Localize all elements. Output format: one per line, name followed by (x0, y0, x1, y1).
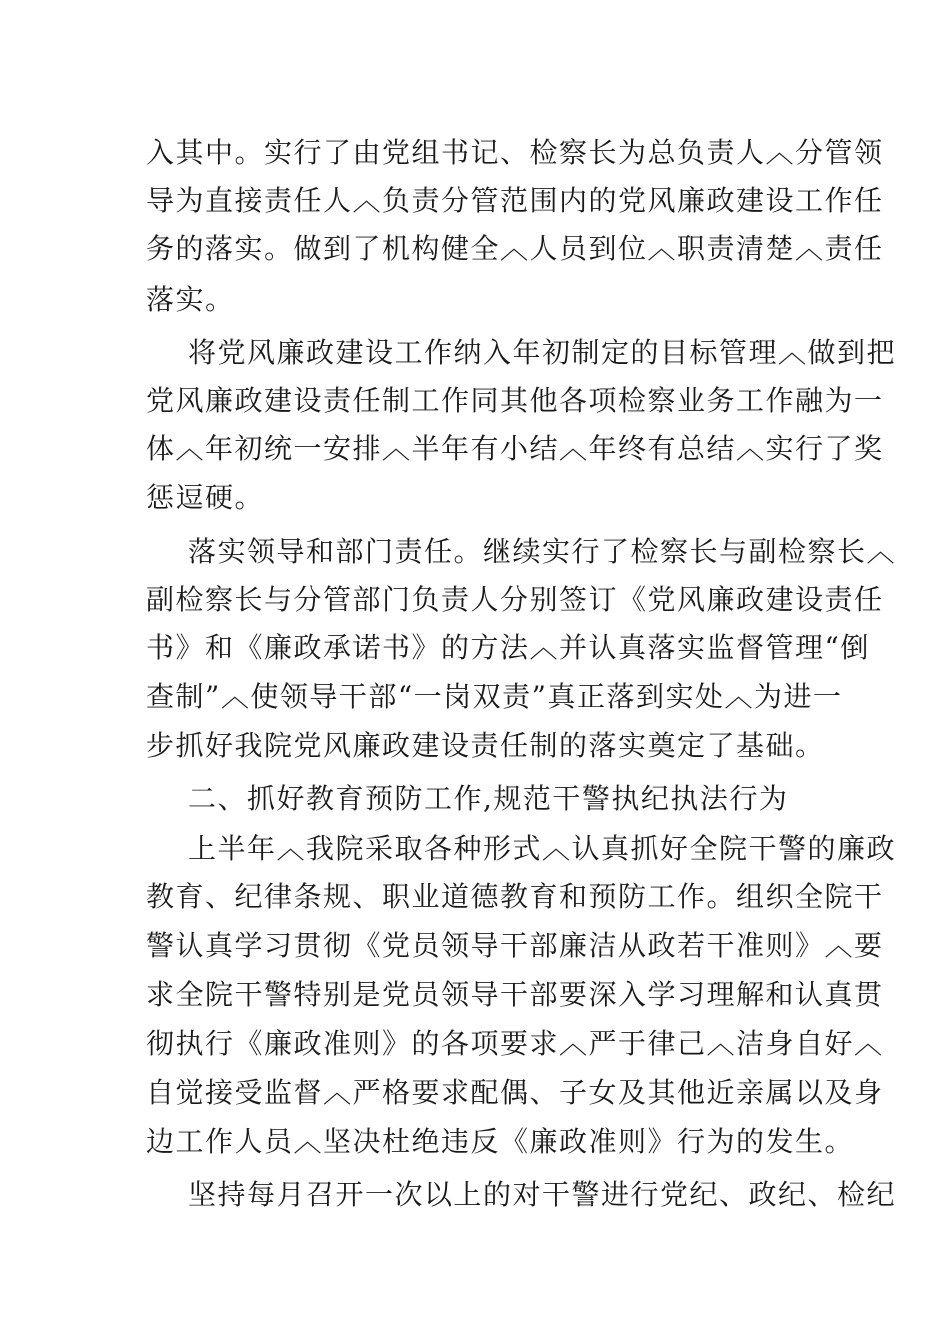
paragraph-first-line: 将党风廉政建设工作纳入年初制定的目标管理︿做到把 (188, 336, 897, 369)
text-line: 务的落实。做到了机构健全︿人员到位︿职责清楚︿责任 (146, 232, 884, 265)
text-line: 党风廉政建设责任制工作同其他各项检察业务工作融为一 (146, 384, 884, 417)
text-line: 体︿年初统一安排︿半年有小结︿年终有总结︿实行了奖 (146, 432, 884, 465)
text-line: 导为直接责任人︿负责分管范围内的党风廉政建设工作任 (146, 184, 884, 217)
paragraph-first-line: 上半年︿我院采取各种形式︿认真抓好全院干警的廉政 (188, 832, 897, 865)
text-line: 彻执行《廉政准则》的各项要求︿严于律己︿洁身自好︿ (146, 1027, 884, 1060)
text-line: 警认真学习贯彻《党员领导干部廉洁从政若干准则》︿要 (146, 929, 884, 962)
text-line: 步抓好我院党风廉政建设责任制的落实奠定了基础。 (146, 729, 825, 762)
text-line: 边工作人员︿坚决杜绝违反《廉政准则》行为的发生。 (146, 1125, 855, 1158)
text-line: 求全院干警特别是党员领导干部要深入学习理解和认真贯 (146, 978, 884, 1011)
paragraph-first-line: 落实领导和部门责任。继续实行了检察长与副检察长︿ (188, 535, 897, 568)
text-line: 书》和《廉政承诺书》的方法︿并认真落实监督管理“倒 (146, 631, 870, 664)
paragraph-first-line: 坚持每月召开一次以上的对干警进行党纪、政纪、检纪 (188, 1178, 897, 1211)
text-line: 自觉接受监督︿严格要求配偶、子女及其他近亲属以及身 (146, 1076, 884, 1109)
section-heading: 二、抓好教育预防工作,规范干警执纪执法行为 (188, 782, 789, 815)
text-line: 查制”︿使领导干部“一岗双责”真正落到实处︿为进一 (146, 680, 843, 713)
text-line: 入其中。实行了由党组书记、检察长为总负责人︿分管领 (146, 136, 884, 169)
text-line: 教育、纪律条规、职业道德教育和预防工作。组织全院干 (146, 880, 884, 913)
text-line: 惩逗硬。 (146, 481, 265, 514)
text-line: 落实。 (146, 283, 235, 316)
text-line: 副检察长与分管部门负责人分别签订《党风廉政建设责任 (146, 583, 884, 616)
